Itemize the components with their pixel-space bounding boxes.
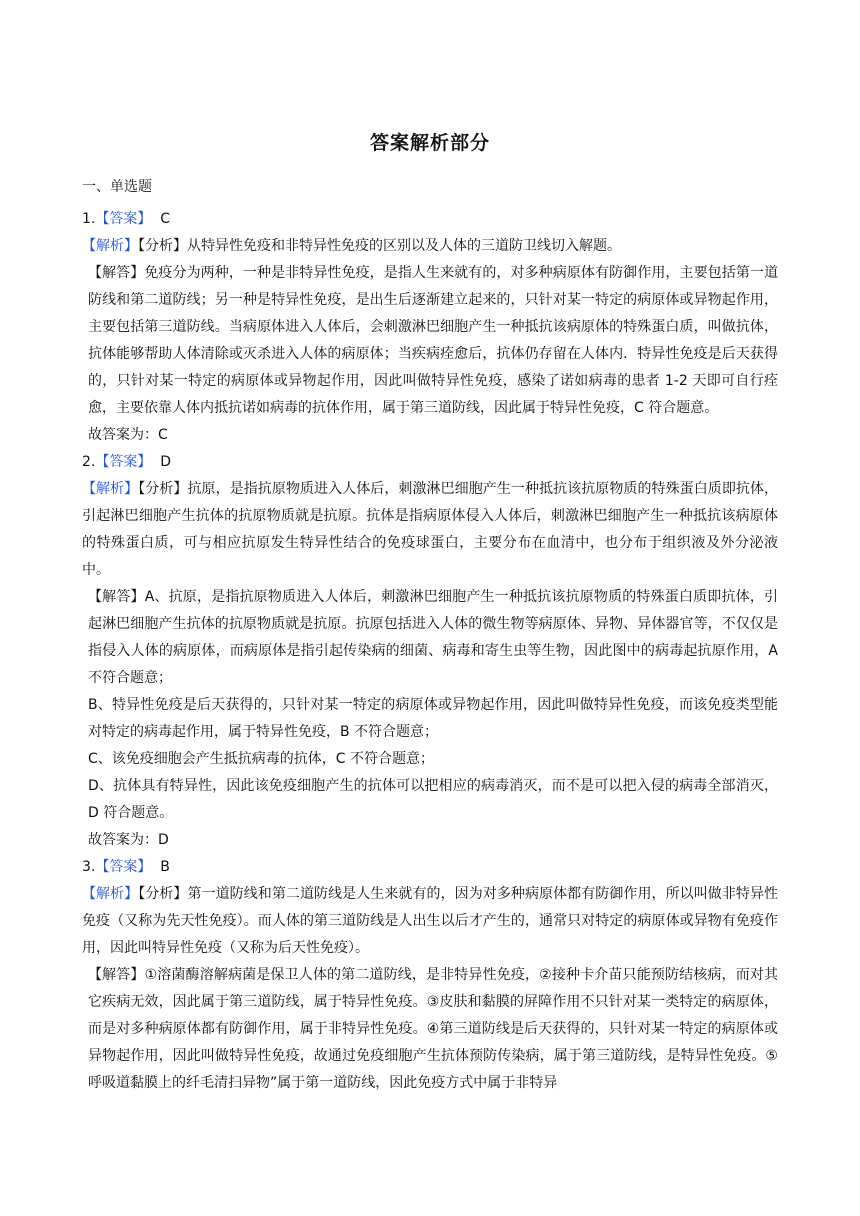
analysis-tag: 【解析】 — [82, 238, 138, 254]
question-number: 1. — [82, 211, 96, 227]
answer-value: C — [160, 211, 171, 227]
page-title: 答案解析部分 — [369, 132, 490, 154]
analysis-text: 【分析】从特异性免疫和非特异性免疫的区别以及人体的三道防卫线切入解题。 — [138, 238, 621, 254]
question-number: 3. — [82, 859, 96, 875]
answer-content — [82, 206, 778, 1097]
analysis-text: 【分析】第一道防线和第二道防线是人生来就有的，因为对多种病原体都有防御作用，所以叫做非特异性免疫（又称为先天性免疫）。而人体的第三道防线是人出生以后才产生的，通常只对特定的病原体或异物有免疫作用，因此叫特异性免疫（又称为后天性免疫）。 — [82, 886, 779, 956]
question-1-conclusion: 故答案为：C — [88, 427, 168, 443]
question-3-solution: 【解答】①溶菌酶溶解病菌是保卫人体的第二道防线，是非特异性免疫，②接种卡介苗只能预防结核病，而对其它疾病无效，因此属于第三道防线，属于特异性免疫。③皮肤和黏膜的屏障作用不只针对某一类特定的病原体，而是对多种病原体都有防御作用，属于非特异性免疫。④第三道防线是后天获得的，只针对某一特定的病原体或异物起作用，因此叫做特异性免疫，故通过免疫细胞产生抗体预防传染病，属于第三道防线，是特异性免疫。⑤呼吸道黏膜上的纤毛清扫异物”属于第一道防线，因此免疫方式中属于非特异 — [88, 967, 778, 1091]
analysis-tag: 【解析】 — [82, 886, 139, 902]
question-1-analysis — [82, 233, 778, 260]
question-1-header — [82, 206, 778, 233]
question-2-solution-a: 【解答】A、抗原，是指抗原物质进入人体后，刺激淋巴细胞产生一种抵抗该抗原物质的特殊蛋白质即抗体，引起淋巴细胞产生抗体的抗原物质就是抗原。抗原包括进入人体的微生物等病原体、异物、异体器官等，不仅仅是指侵入人体的病原体，而病原体是指引起传染病的细菌、病毒和寄生虫等生物，因此图中的病毒起抗原作用，A 不符合题意； — [88, 589, 778, 686]
question-2-conclusion: 故答案为：D — [88, 832, 169, 848]
answer-value: D — [160, 454, 172, 470]
question-2-solution-b: B、特异性免疫是后天获得的，只针对某一特定的病原体或异物起作用，因此叫做特异性免疫，而该免疫类型能对特定的病毒起作用，属于特异性免疫，B 不符合题意； — [88, 697, 778, 740]
question-2-solution-d: D、抗体具有特异性，因此该免疫细胞产生的抗体可以把相应的病毒消灭，而不是可以把入侵的病毒全部消灭，D 符合题意。 — [88, 778, 778, 821]
answer-tag: 【答案】 — [95, 454, 152, 470]
analysis-text: 【分析】抗原，是指抗原物质进入人体后，刺激淋巴细胞产生一种抵抗该抗原物质的特殊蛋白质即抗体，引起淋巴细胞产生抗体的抗原物质就是抗原。抗体是指病原体侵入人体后，刺激淋巴细胞产生一种抵抗该病原体的特殊蛋白质，可与相应抗原发生特异性结合的免疫球蛋白，主要分布在血清中，也分布于组织液及外分泌液中。 — [82, 481, 779, 578]
question-3-analysis — [82, 881, 778, 962]
question-2-analysis — [82, 476, 778, 584]
answer-value: B — [160, 859, 170, 875]
question-2-header — [82, 449, 778, 476]
answer-tag: 【答案】 — [95, 211, 152, 227]
question-1-solution: 【解答】免疫分为两种，一种是非特异性免疫，是指人生来就有的，对多种病原体有防御作用，主要包括第一道防线和第二道防线；另一种是特异性免疫，是出生后逐渐建立起来的，只针对某一特定的病原体或异物起作用，主要包括第三道防线。当病原体进入人体后，会刺激淋巴细胞产生一种抵抗该病原体的特殊蛋白质，叫做抗体，抗体能够帮助人体清除或灭杀进入人体的病原体；当疾病痊愈后，抗体仍存留在人体内．特异性免疫是后天获得的，只针对某一特定的病原体或异物起作用，因此叫做特异性免疫，感染了诺如病毒的患者 1-2 天即可自行痊愈，主要依靠人体内抵抗诺如病毒的抗体作用，属于第三道防线，因此属于特异性免疫，C 符合题意。 — [88, 265, 778, 416]
question-number: 2. — [82, 454, 96, 470]
analysis-tag: 【解析】 — [82, 481, 139, 497]
answer-tag: 【答案】 — [95, 859, 152, 875]
section-heading: 一、单选题 — [82, 179, 152, 195]
question-2-solution-c: C、该免疫细胞会产生抵抗病毒的抗体，C 不符合题意； — [88, 751, 434, 767]
question-3-header — [82, 854, 778, 881]
